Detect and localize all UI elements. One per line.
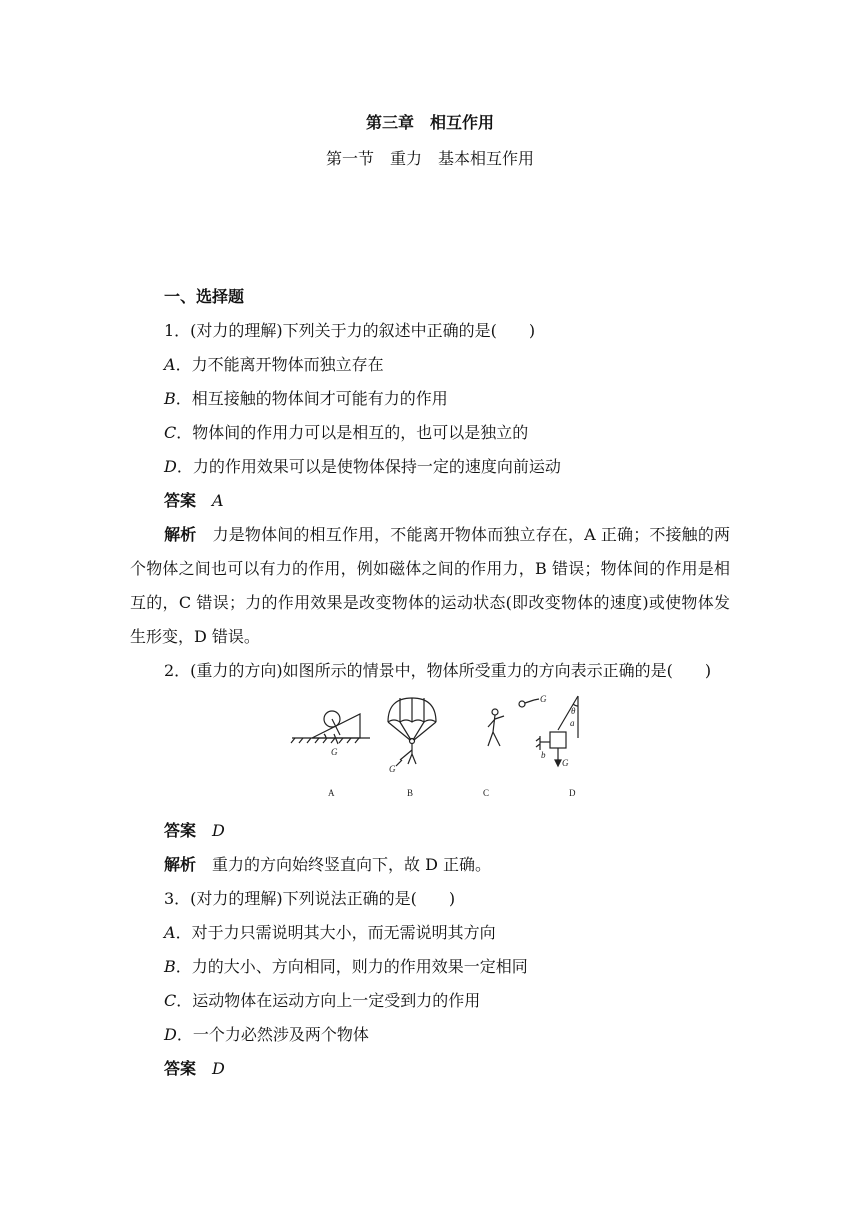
option-text: ．一个力必然涉及两个物体: [176, 1025, 369, 1044]
answer-value: D: [212, 821, 225, 840]
option-letter: C: [164, 423, 177, 442]
option-letter: B: [164, 389, 176, 408]
option-text: ．对于力只需说明其大小，而无需说明其方向: [175, 923, 496, 942]
section-title: 第一节 重力 基本相互作用: [325, 149, 534, 168]
section-heading: 一、选择题: [164, 287, 245, 306]
figure-label-c: C: [483, 788, 490, 798]
option-text: ．运动物体在运动方向上一定受到力的作用: [176, 991, 481, 1010]
figure-label-b: B: [407, 788, 414, 798]
q3-stem: 3．(对力的理解)下列说法正确的是( ): [164, 889, 456, 908]
answer-label: 答案: [164, 491, 197, 510]
q2-stem: [130, 654, 730, 688]
figure-a-incline: [291, 711, 370, 743]
q1-analysis: [130, 518, 730, 654]
option-text: ．力的作用效果可以是使物体保持一定的速度向前运动: [176, 457, 561, 476]
analysis-text: 力是物体间的相互作用，不能离开物体而独立存在，A 正确；不接触的两个物体之间也可以有力的作用，例如磁体之间的作用力，B 错误；物体间的作用是相互的，C 错误；力的作用效果是改变物体的运动状态(即改变物体的速度)或使物体发生形变，D 错误。: [130, 525, 730, 646]
q3-option-a: [130, 916, 730, 950]
chapter-title: 第三章 相互作用: [365, 113, 494, 132]
q1-option-a: [130, 348, 730, 382]
analysis-label: 解析: [164, 525, 197, 544]
figure-d-theta-label: θ: [571, 706, 576, 716]
analysis-text: 重力的方向始终竖直向下，故 D 正确。: [212, 855, 492, 874]
option-text: ．力的大小、方向相同，则力的作用效果一定相同: [175, 957, 528, 976]
q1-stem: 1．(对力的理解)下列关于力的叙述中正确的是( ): [164, 321, 536, 340]
option-letter: D: [164, 457, 177, 476]
q2-answer: [130, 814, 730, 848]
analysis-label: 解析: [164, 855, 197, 874]
q3-option-c: [130, 984, 730, 1018]
option-letter: A: [164, 355, 176, 374]
option-letter: C: [164, 991, 177, 1010]
figure-b-parachute: [388, 698, 436, 764]
figure-d-a-label: a: [570, 718, 575, 728]
figure-c-g-label: G: [540, 694, 547, 704]
figure-a-g-label: G: [331, 747, 338, 757]
figure-label-d: D: [569, 788, 576, 798]
answer-value: D: [212, 1059, 225, 1078]
figure-c-thrower: [488, 700, 534, 746]
figure-d-b-label: b: [541, 750, 546, 760]
q1-answer: [130, 484, 730, 518]
q2-analysis: [130, 848, 730, 882]
option-letter: D: [164, 1025, 177, 1044]
content: [130, 280, 730, 1086]
figure-b-g-label: G: [389, 764, 396, 774]
figure-label-a: A: [328, 788, 335, 798]
answer-value: A: [212, 491, 224, 510]
q2-stem-text: 2．(重力的方向)如图所示的情景中，物体所受重力的方向表示正确的是( ): [164, 661, 712, 680]
q3-answer: [130, 1052, 730, 1086]
option-text: ．力不能离开物体而独立存在: [175, 355, 384, 374]
q3-option-b: [130, 950, 730, 984]
q1-option-c: [130, 416, 730, 450]
gravity-direction-figure: [290, 694, 610, 804]
option-letter: A: [164, 923, 176, 942]
q1-option-b: [130, 382, 730, 416]
answer-label: 答案: [164, 821, 197, 840]
figure-d-g-label: G: [562, 758, 569, 768]
q2-figure: [130, 694, 730, 804]
answer-label: 答案: [164, 1059, 197, 1078]
option-text: ．相互接触的物体间才可能有力的作用: [175, 389, 448, 408]
q1-option-d: [130, 450, 730, 484]
option-letter: B: [164, 957, 176, 976]
option-text: ．物体间的作用力可以是相互的，也可以是独立的: [176, 423, 529, 442]
q3-option-d: [130, 1018, 730, 1052]
